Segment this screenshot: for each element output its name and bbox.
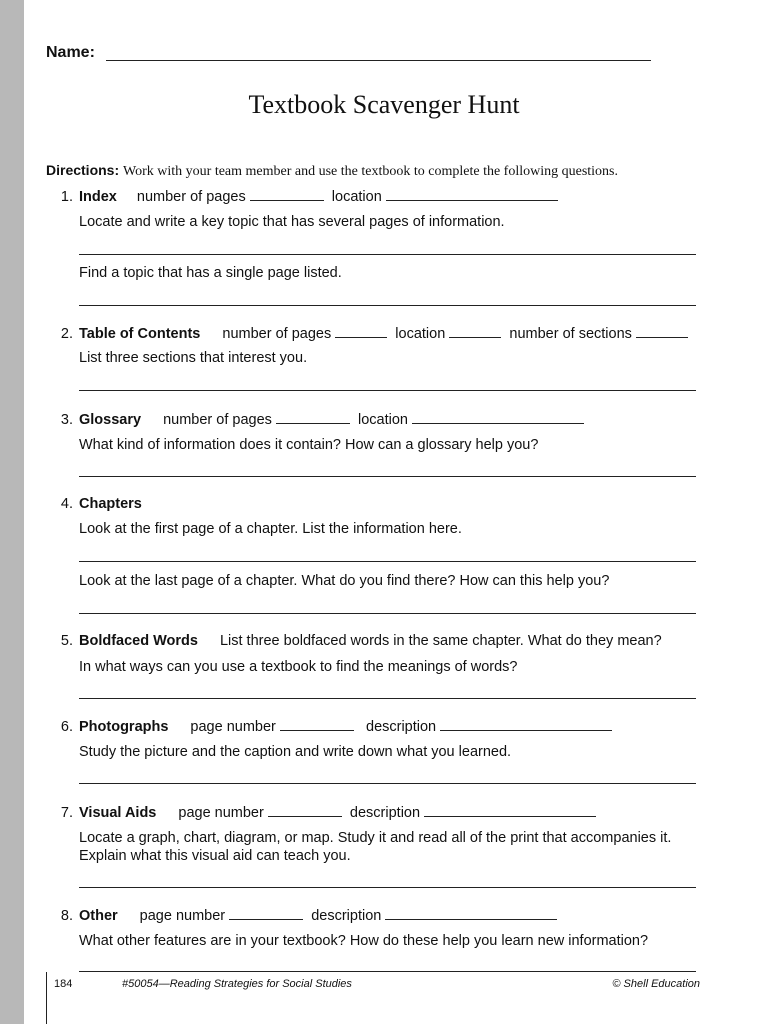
field-label: location: [395, 326, 446, 342]
page-title: Textbook Scavenger Hunt: [248, 90, 520, 119]
prompt: Look at the last page of a chapter. What do you find there? How can this help you?: [79, 573, 610, 589]
question-photographs: [57, 718, 612, 735]
blank-field[interactable]: [449, 325, 501, 338]
question-label: Other: [79, 908, 118, 924]
answer-line[interactable]: [79, 887, 696, 888]
blank-field[interactable]: [386, 188, 558, 201]
question-number: 1.: [60, 189, 73, 205]
question-label: Photographs: [79, 719, 169, 735]
page-number: 184: [54, 978, 73, 990]
prompt: What kind of information does it contain? How can a glossary help you?: [79, 437, 539, 453]
answer-line[interactable]: [79, 254, 696, 255]
footer-title: #50054—Reading Strategies for Social Studies: [122, 978, 352, 990]
question-number: 7.: [60, 805, 73, 821]
question-label: Visual Aids: [79, 805, 157, 821]
answer-line[interactable]: [79, 305, 696, 306]
answer-line[interactable]: [79, 698, 696, 699]
question-label: Index: [79, 189, 117, 205]
footer-rule: [46, 972, 47, 1024]
prompt: Study the picture and the caption and write down what you learned.: [79, 744, 512, 760]
directions: [46, 162, 618, 180]
blank-field[interactable]: [385, 907, 557, 920]
name-line[interactable]: [106, 60, 651, 61]
prompt: Explain what this visual aid can teach you.: [79, 848, 351, 864]
blank-field[interactable]: [636, 325, 688, 338]
question-number: 8.: [60, 908, 73, 924]
field-label: page number: [190, 719, 276, 735]
page-edge-bar: [0, 0, 24, 1024]
question-label: Table of Contents: [79, 326, 201, 342]
blank-field[interactable]: [276, 411, 350, 424]
question-number: 2.: [60, 326, 73, 342]
field-label: page number: [178, 805, 264, 821]
inline-prompt: List three boldfaced words in the same chapter. What do they mean?: [219, 633, 662, 649]
answer-line[interactable]: [79, 561, 696, 562]
answer-line[interactable]: [79, 783, 696, 784]
question-number: 5.: [60, 633, 73, 649]
prompt: List three sections that interest you.: [79, 350, 308, 366]
question-visual-aids: [57, 804, 596, 821]
field-label: number of pages: [136, 189, 246, 205]
prompt: Find a topic that has a single page listed.: [79, 265, 342, 281]
field-label: page number: [139, 908, 226, 924]
field-label: number of pages: [163, 412, 272, 428]
directions-label: Directions:: [46, 162, 120, 178]
prompt: Locate a graph, chart, diagram, or map. Study it and read all of the print that accompanies it.: [79, 830, 672, 846]
field-label: number of pages: [222, 326, 332, 342]
blank-field[interactable]: [250, 188, 324, 201]
answer-line[interactable]: [79, 476, 696, 477]
directions-text: Work with your team member and use the textbook to complete the following questions.: [123, 164, 619, 179]
question-boldfaced-words: [57, 633, 662, 649]
prompt: Locate and write a key topic that has several pages of information.: [79, 214, 505, 230]
answer-line[interactable]: [79, 613, 696, 614]
prompt: In what ways can you use a textbook to find the meanings of words?: [79, 659, 518, 675]
question-other: [57, 907, 557, 924]
answer-line[interactable]: [79, 971, 696, 972]
blank-field[interactable]: [412, 411, 584, 424]
question-number: 4.: [60, 496, 73, 512]
question-glossary: [57, 411, 584, 428]
field-label: location: [331, 189, 382, 205]
question-label: Chapters: [79, 496, 142, 512]
blank-field[interactable]: [424, 804, 596, 817]
field-label: description: [366, 719, 437, 735]
question-number: 6.: [60, 719, 73, 735]
blank-field[interactable]: [280, 718, 354, 731]
field-label: description: [311, 908, 382, 924]
prompt: What other features are in your textbook? How do these help you learn new information?: [79, 933, 649, 949]
footer-copyright: © Shell Education: [612, 978, 700, 990]
name-label: Name:: [46, 44, 95, 61]
question-index: [57, 188, 558, 205]
field-label: number of sections: [509, 326, 632, 342]
question-label: Boldfaced Words: [79, 633, 198, 649]
blank-field[interactable]: [229, 907, 303, 920]
answer-line[interactable]: [79, 390, 696, 391]
blank-field[interactable]: [268, 804, 342, 817]
blank-field[interactable]: [335, 325, 387, 338]
field-label: location: [358, 412, 408, 428]
question-number: 3.: [60, 412, 73, 428]
prompt: Look at the first page of a chapter. List the information here.: [79, 521, 462, 537]
question-table-of-contents: [57, 325, 688, 342]
question-label: Glossary: [79, 412, 142, 428]
blank-field[interactable]: [440, 718, 612, 731]
question-chapters: [57, 496, 142, 512]
field-label: description: [349, 805, 421, 821]
